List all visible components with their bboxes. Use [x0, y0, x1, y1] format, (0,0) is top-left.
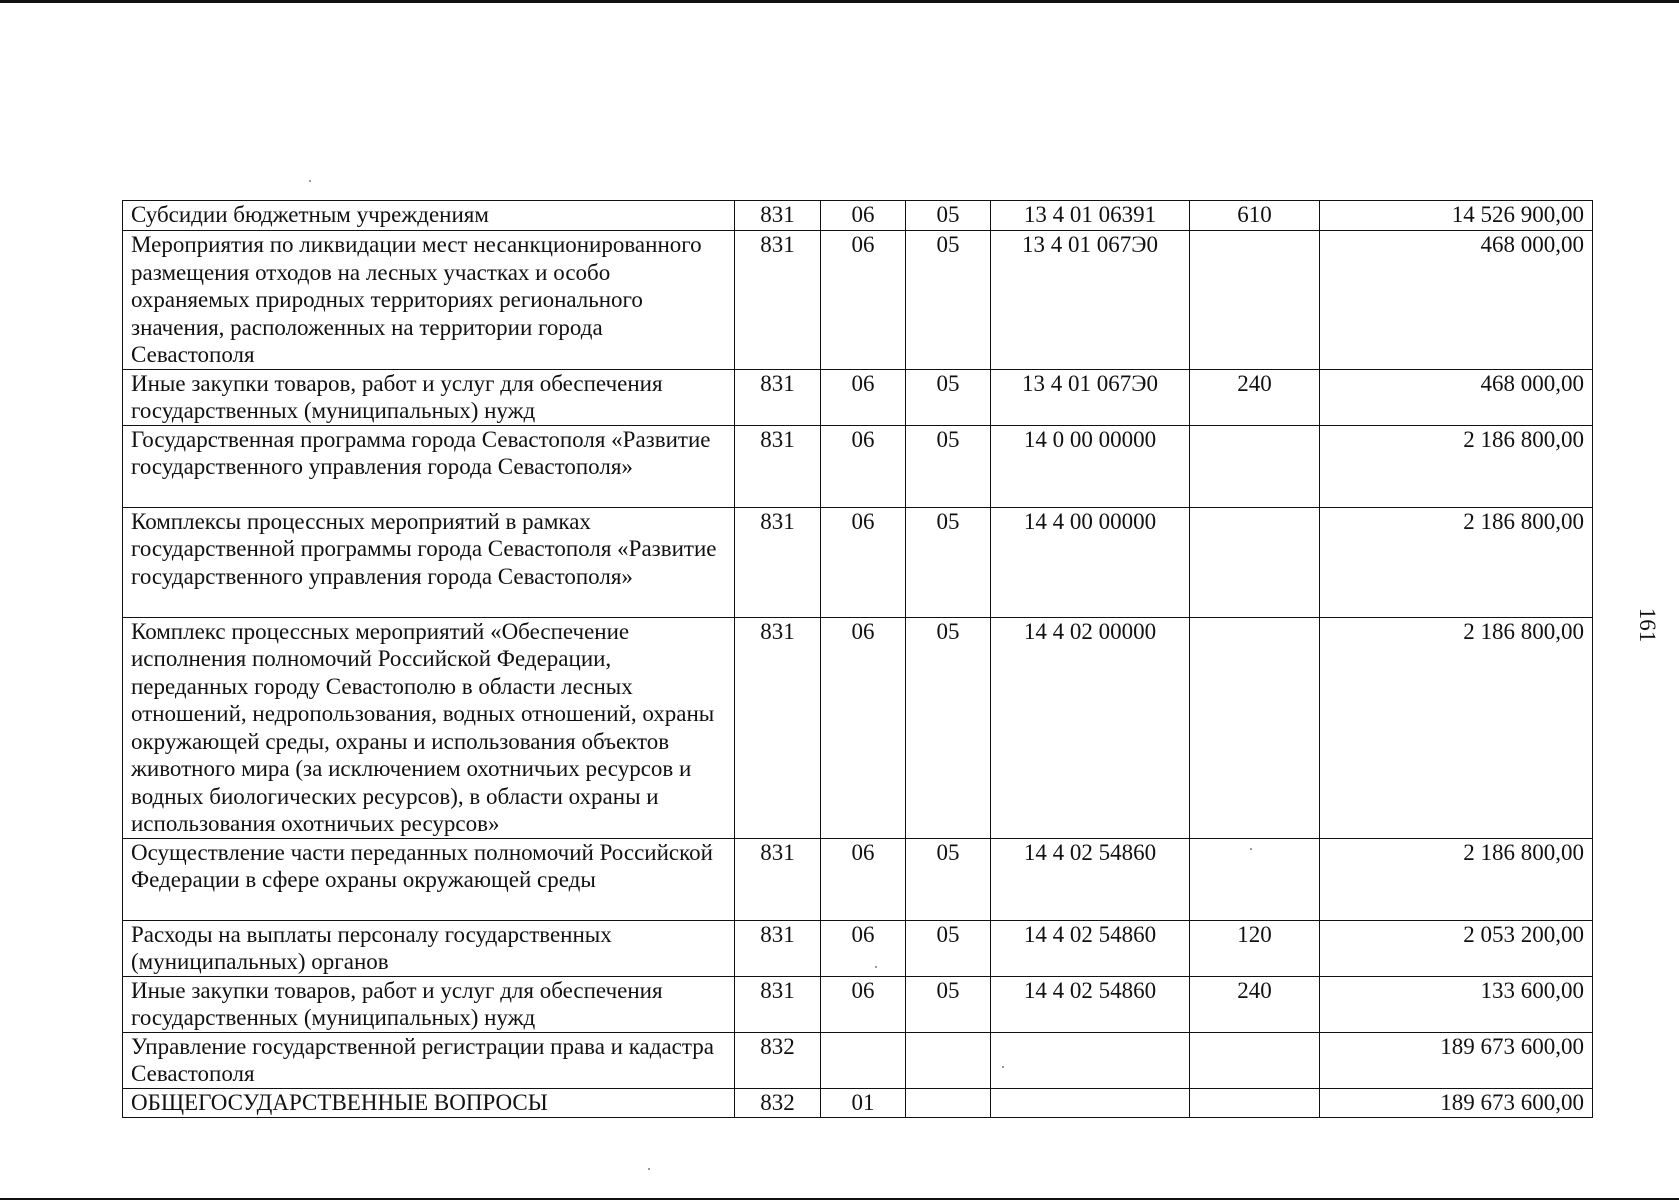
expense-type-cell: 610 [1190, 201, 1320, 231]
admin-code-cell: 831 [735, 976, 821, 1032]
admin-code-cell: 831 [735, 617, 821, 838]
row-name-cell: Субсидии бюджетным учреждениям [123, 201, 735, 231]
target-article-cell: 14 4 00 00000 [991, 507, 1190, 617]
sum-cell: 468 000,00 [1320, 369, 1593, 425]
sum-cell: 2 186 800,00 [1320, 507, 1593, 617]
budget-table [122, 200, 1593, 1118]
sum-cell: 2 186 800,00 [1320, 617, 1593, 838]
admin-code-cell: 831 [735, 838, 821, 920]
row-name-cell: Государственная программа города Севастополя «Развитие государственного управления города Севастополя» [123, 425, 735, 507]
section-code-cell: 06 [821, 507, 906, 617]
sum-cell: 189 673 600,00 [1320, 1088, 1593, 1117]
subsection-code-cell: 05 [906, 507, 991, 617]
expense-type-cell [1190, 1032, 1320, 1088]
sum-cell: 14 526 900,00 [1320, 201, 1593, 231]
admin-code-cell: 831 [735, 201, 821, 231]
row-name-cell: Иные закупки товаров, работ и услуг для обеспечения государственных (муниципальных) нужд [123, 976, 735, 1032]
target-article-cell: 13 4 01 06391 [991, 201, 1190, 231]
expense-type-cell [1190, 617, 1320, 838]
sum-cell: 468 000,00 [1320, 231, 1593, 370]
expense-type-cell [1190, 231, 1320, 370]
table-row [123, 201, 1593, 231]
section-code-cell: 01 [821, 1088, 906, 1117]
subsection-code-cell: 05 [906, 976, 991, 1032]
subsection-code-cell: 05 [906, 201, 991, 231]
table-row [123, 369, 1593, 425]
section-code-cell: 06 [821, 201, 906, 231]
sum-cell: 2 186 800,00 [1320, 838, 1593, 920]
expense-type-cell: 120 [1190, 920, 1320, 976]
expense-type-cell: 240 [1190, 976, 1320, 1032]
expense-type-cell [1190, 838, 1320, 920]
sum-cell: 133 600,00 [1320, 976, 1593, 1032]
sum-cell: 189 673 600,00 [1320, 1032, 1593, 1088]
target-article-cell: 14 0 00 00000 [991, 425, 1190, 507]
expense-type-cell: 240 [1190, 369, 1320, 425]
subsection-code-cell: 05 [906, 231, 991, 370]
target-article-cell: 13 4 01 067Э0 [991, 369, 1190, 425]
row-name-cell: Мероприятия по ликвидации мест несанкционированного размещения отходов на лесных участках и особо охраняемых природных территориях регионального значения, расположенных на территории города Севастополя [123, 231, 735, 370]
row-name-cell: Комплекс процессных мероприятий «Обеспечение исполнения полномочий Российской Федерации, переданных городу Севастополю в области лесных отношений, недропользования, водных отношений, охраны окружающей среды, охраны и использования объектов животного мира (за исключением охотничьих ресурсов и водных биологических ресурсов), в области охраны и использования охотничьих ресурсов» [123, 617, 735, 838]
target-article-cell [991, 1032, 1190, 1088]
scan-speck [875, 966, 877, 968]
scan-speck [1250, 848, 1252, 850]
target-article-cell: 13 4 01 067Э0 [991, 231, 1190, 370]
row-name-cell: Осуществление части переданных полномочий Российской Федерации в сфере охраны окружающей среды [123, 838, 735, 920]
expense-type-cell [1190, 1088, 1320, 1117]
section-code-cell: 06 [821, 617, 906, 838]
target-article-cell: 14 4 02 54860 [991, 838, 1190, 920]
row-name-cell: Расходы на выплаты персоналу государственных (муниципальных) органов [123, 920, 735, 976]
subsection-code-cell: 05 [906, 920, 991, 976]
section-code-cell: 06 [821, 976, 906, 1032]
subsection-code-cell: 05 [906, 617, 991, 838]
target-article-cell: 14 4 02 54860 [991, 920, 1190, 976]
admin-code-cell: 831 [735, 507, 821, 617]
admin-code-cell: 832 [735, 1088, 821, 1117]
row-name-cell: Управление государственной регистрации права и кадастра Севастополя [123, 1032, 735, 1088]
scan-speck [1002, 1066, 1004, 1068]
admin-code-cell: 831 [735, 369, 821, 425]
expense-type-cell [1190, 507, 1320, 617]
section-code-cell [821, 1032, 906, 1088]
table-row [123, 231, 1593, 370]
section-code-cell: 06 [821, 369, 906, 425]
admin-code-cell: 831 [735, 920, 821, 976]
sum-cell: 2 053 200,00 [1320, 920, 1593, 976]
table-row [123, 425, 1593, 507]
target-article-cell [991, 1088, 1190, 1117]
subsection-code-cell [906, 1032, 991, 1088]
section-code-cell: 06 [821, 231, 906, 370]
admin-code-cell: 832 [735, 1032, 821, 1088]
target-article-cell: 14 4 02 00000 [991, 617, 1190, 838]
sum-cell: 2 186 800,00 [1320, 425, 1593, 507]
table-row [123, 838, 1593, 920]
row-name-cell: Комплексы процессных мероприятий в рамках государственной программы города Севастополя «Развитие государственного управления города Севастополя» [123, 507, 735, 617]
table-row [123, 617, 1593, 838]
target-article-cell: 14 4 02 54860 [991, 976, 1190, 1032]
page-number: 161 [1635, 607, 1660, 643]
table-row [123, 507, 1593, 617]
expense-type-cell [1190, 425, 1320, 507]
subsection-code-cell: 05 [906, 369, 991, 425]
table-row [123, 920, 1593, 976]
admin-code-cell: 831 [735, 231, 821, 370]
table-row [123, 1032, 1593, 1088]
section-code-cell: 06 [821, 920, 906, 976]
subsection-code-cell [906, 1088, 991, 1117]
table-row [123, 1088, 1593, 1117]
subsection-code-cell: 05 [906, 425, 991, 507]
admin-code-cell: 831 [735, 425, 821, 507]
row-name-cell: Иные закупки товаров, работ и услуг для обеспечения государственных (муниципальных) нужд [123, 369, 735, 425]
scan-speck [648, 1168, 650, 1170]
scan-speck [309, 180, 311, 182]
table-row [123, 976, 1593, 1032]
section-code-cell: 06 [821, 425, 906, 507]
page-top-border [0, 0, 1679, 3]
subsection-code-cell: 05 [906, 838, 991, 920]
row-name-cell: ОБЩЕГОСУДАРСТВЕННЫЕ ВОПРОСЫ [123, 1088, 735, 1117]
section-code-cell: 06 [821, 838, 906, 920]
